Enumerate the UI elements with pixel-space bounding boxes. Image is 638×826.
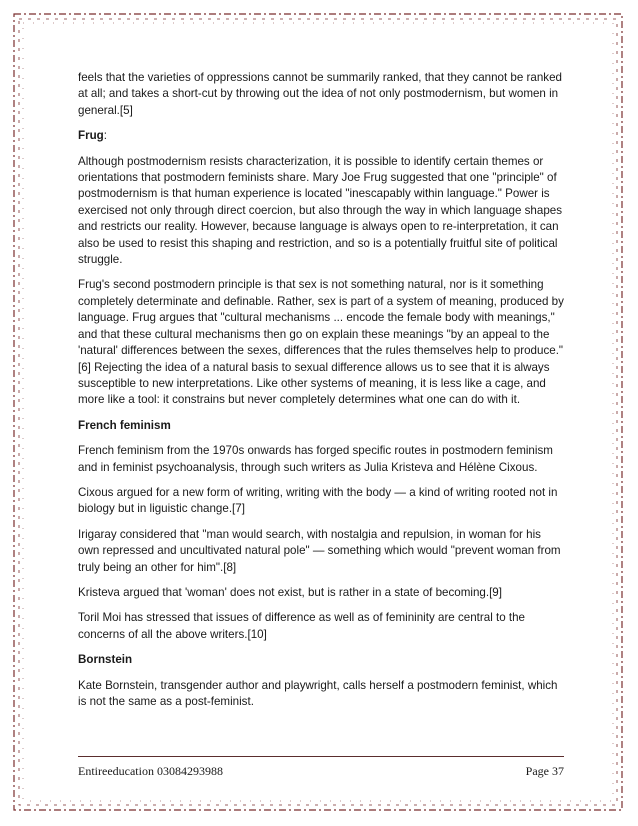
section-heading-text: Frug: [78, 129, 104, 143]
document-body: [78, 70, 564, 719]
body-paragraph: French feminism from the 1970s onwards has forged specific routes in postmodern feminism and in feminist psychoanalysis, through such writers as Julia Kristeva and Hélène Cixous.: [78, 444, 553, 474]
page-number: Page 37: [525, 764, 564, 778]
section-heading: [78, 128, 564, 144]
section-heading: [78, 652, 564, 668]
section-heading-punctuation: :: [103, 129, 107, 143]
page-footer: [78, 764, 564, 779]
body-paragraph: Although postmodernism resists characterization, it is possible to identify certain themes or orientations that postmodern feminists share. Mary Joe Frug suggested that one "principle" of postmodernism is that human experience is located "inescapably within language." Power is exercised not only through direct coercion, but also through the way in which language shapes and restricts our reality. However, because language is always open to re-interpretation, it can also be used to resist this shaping and restriction, and so is a potentially fruitful site of political struggle.: [78, 154, 563, 267]
body-paragraph: feels that the varieties of oppressions cannot be summarily ranked, that they cannot be ranked at all; and takes a short-cut by throwing out the idea of not only postmodernism, but women in general.[5]: [78, 71, 562, 117]
body-paragraph: Cixous argued for a new form of writing, writing with the body — a kind of writing rooted not in biology but in liguistic change.[7]: [78, 485, 558, 516]
body-paragraph: Kate Bornstein, transgender author and playwright, calls herself a postmodern feminist, which is not the same as a post-feminist.: [78, 678, 558, 708]
footer-divider: [78, 756, 564, 757]
body-paragraph: Kristeva argued that 'woman' does not exist, but is rather in a state of becoming.[9]: [78, 585, 502, 599]
body-paragraph: Frug's second postmodern principle is that sex is not something natural, nor is it something completely determinate and definable. Rather, sex is part of a system of meaning, produced by language. Frug argues that "cultural mechanisms ... encode the female body with meanings," and that these cultural mechanisms then go on explain these meanings "by an appeal to the 'natural' differences between the sexes, differences that the rules themselves help to produce."[6] Rejecting the idea of a natural basis to sexual difference allows us to see that it is always susceptible to new interpretations. Like other systems of meaning, it is less like a cage, and more like a tool: it constrains but never completely determines what one can do with it.: [78, 278, 564, 407]
body-paragraph: Irigaray considered that "man would search, with nostalgia and repulsion, in woman for his own repressed and uncultivated natural pole" — something which would "prevent woman from truly being an other for him".[8]: [78, 527, 561, 574]
footer-contact: Entireeducation 03084293988: [78, 764, 223, 778]
section-heading: [78, 418, 564, 434]
section-heading-text: French feminism: [78, 418, 171, 432]
body-paragraph: Toril Moi has stressed that issues of difference as well as of femininity are central to the concerns of all the above writers.[10]: [78, 611, 525, 641]
section-heading-text: Bornstein: [78, 653, 133, 667]
